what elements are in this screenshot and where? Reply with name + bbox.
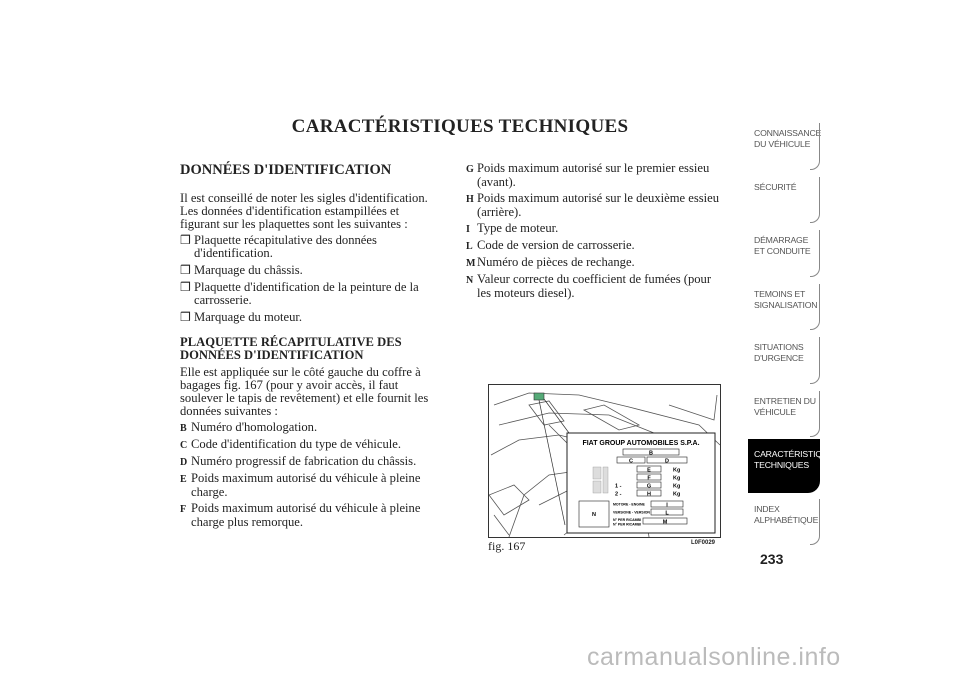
subsection-intro: Elle est appliquée sur le côté gauche du coffre à bagages fig. 167 (pour y avoir accès, il faut soulever le tapis de revêtement) et elle fournit les données suivantes : (180, 365, 429, 418)
tab-securite[interactable]: SÉCURITÉ (748, 172, 820, 226)
list-item: L Code de version de carrosserie. (466, 238, 635, 252)
checkbox-bullet-icon: ❒ (180, 310, 191, 324)
svg-text:1 -: 1 - (615, 483, 622, 490)
chapter-tabs (748, 118, 840, 547)
list-item: N Valeur correcte du coefficient de fumées (pour les moteurs diesel). (466, 272, 712, 300)
list-item: ❒ Marquage du moteur. (180, 310, 303, 324)
tab-demarrage-et-conduite[interactable]: DÉMARRAGE ET CONDUITE (748, 225, 820, 279)
checkbox-bullet-icon: ❒ (180, 263, 191, 277)
right-column (466, 162, 728, 303)
svg-text:FIAT GROUP AUTOMOBILES S.P.A.: FIAT GROUP AUTOMOBILES S.P.A. (582, 440, 700, 447)
checkbox-bullet-icon: ❒ (180, 280, 191, 294)
svg-text:Kg: Kg (673, 483, 681, 490)
list-item: F Poids maximum autorisé du véhicule à pleine charge plus remorque. (180, 501, 421, 529)
tab-temoins-et-signalisation[interactable]: TEMOINS ET SIGNALISATION (748, 279, 820, 333)
svg-text:N: N (592, 512, 596, 518)
list-item: M Numéro de pièces de rechange. (466, 255, 635, 269)
svg-text:VERSIONE - VERSION: VERSIONE - VERSION (613, 510, 650, 515)
page-number: 233 (760, 551, 784, 567)
list-item: C Code d'identification du type de véhicule. (180, 437, 402, 451)
svg-text:C: C (629, 458, 633, 465)
figure-caption: fig. 167 (488, 539, 526, 553)
svg-text:Kg: Kg (673, 467, 681, 474)
intro-paragraph: Il est conseillé de noter les sigles d'identification. Les données d'identification estampillées et figurant sur les plaquettes sont les suivantes : (180, 191, 428, 231)
section-heading: DONNÉES D'IDENTIFICATION (180, 162, 392, 178)
list-item: ❒ Marquage du châssis. (180, 263, 303, 277)
svg-text:Kg: Kg (673, 475, 681, 482)
list-item: I Type de moteur. (466, 221, 559, 235)
svg-text:L: L (665, 510, 669, 517)
figure-code: L0F0029 (691, 540, 716, 546)
tab-entretien-du-vehicule[interactable]: ENTRETIEN DU VÉHICULE (748, 386, 820, 440)
list-item: G Poids maximum autorisé sur le premier essieu (avant). (466, 161, 710, 189)
svg-text:E: E (647, 467, 651, 474)
checkbox-bullet-icon: ❒ (180, 233, 191, 247)
svg-text:I: I (666, 502, 668, 509)
list-item: B Numéro d'homologation. (180, 420, 318, 434)
svg-text:N° PER RICAMBI: N° PER RICAMBI (613, 518, 642, 522)
svg-text:G: G (646, 483, 652, 490)
svg-text:MOTORE - ENGINE: MOTORE - ENGINE (613, 502, 645, 507)
svg-text:D: D (665, 458, 669, 465)
svg-text:H: H (647, 491, 651, 498)
tab-situations-d-urgence[interactable]: SITUATIONS D'URGENCE (748, 332, 820, 386)
svg-text:B: B (649, 450, 653, 457)
page-title: CARACTÉRISTIQUES TECHNIQUES (291, 116, 629, 137)
svg-text:2 -: 2 - (615, 491, 622, 498)
subsection-heading: PLAQUETTE RÉCAPITULATIVE DES DONNÉES D'IDENTIFICATION (180, 335, 402, 362)
list-item: D Numéro progressif de fabrication du châssis. (180, 454, 417, 468)
tab-connaissance-du-vehicule[interactable]: CONNAISSANCE DU VÉHICULE (748, 118, 820, 172)
tab-caracteristiques-techniques[interactable]: CARACTÉRISTIQUES TECHNIQUES (748, 439, 820, 493)
svg-text:F: F (647, 475, 651, 482)
svg-text:Kg: Kg (673, 491, 681, 498)
list-item: ❒ Plaquette récapitulative des données d'identification. (180, 233, 377, 260)
watermark: carmanualsonline.info (587, 643, 841, 671)
list-item: H Poids maximum autorisé sur le deuxième essieu (arrière). (466, 191, 720, 219)
list-item: ❒ Plaquette d'identification de la peinture de la carrosserie. (180, 280, 419, 307)
left-column (180, 162, 442, 532)
trunk-illustration (489, 385, 720, 537)
identification-plate (567, 433, 715, 533)
identification-plate-figure (488, 384, 721, 538)
list-item: E Poids maximum autorisé du véhicule à pleine charge. (180, 471, 421, 499)
tab-index-alphabetique[interactable]: INDEX ALPHABÉTIQUE (748, 494, 820, 548)
svg-text:N° PER RICAMBI: N° PER RICAMBI (613, 522, 642, 527)
svg-text:M: M (662, 519, 668, 526)
